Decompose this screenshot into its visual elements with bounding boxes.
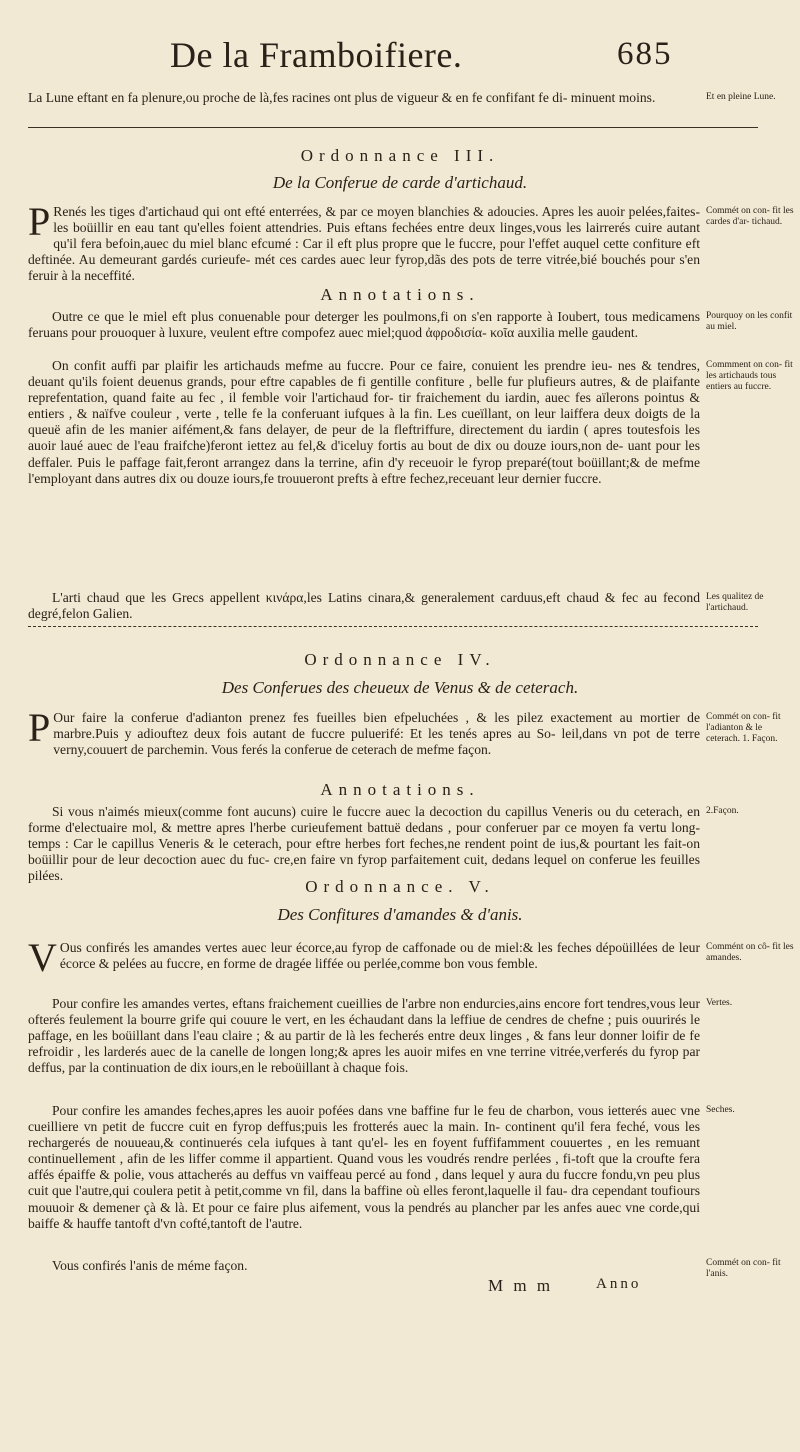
margin-note: Seches.: [706, 1105, 735, 1115]
margin-note: Les qualitez de l'artichaud.: [706, 592, 764, 613]
ordonnance-subheading: Des Conferues des cheueux de Venus & de ceterach.: [221, 678, 579, 697]
signature-mark: M m m: [488, 1276, 554, 1295]
margin-note: Commment on con- fit les artichauds tous entiers au fuccre.: [706, 360, 793, 392]
ordonnance-paragraph: Pour confire les amandes vertes, eftans fraichement cueillies de l'arbre non endurcies,ains encore fort tendres,vous leur ofterés feulement la bourre grife qui couure le vert, en les échaudant dans la leffiue de cendres de chefne ; puis ouurirés le paffage, en les boüillant dans l'eau claire ; & au partir de là les fecherés entre deux linges , & fans leur donner loifir de fe refroidir , les larderés auec de la canelle de longen long;& apres les auoir mifes en vne terrine vitrée,verferés du fyrop par deffus, par la continuation de dix iours,en le reboüillant à chaque fois.: [28, 996, 700, 1076]
ordonnance-heading: Ordonnance. V.: [305, 877, 495, 896]
page-number: 685: [617, 36, 673, 72]
drop-cap: P: [28, 705, 51, 750]
margin-note: Commént on cô- fit les amandes.: [706, 942, 794, 963]
annotation-paragraph: Outre ce que le miel eft plus conuenable pour deterger les poulmons,fi on s'en rapporte à Ioubert, tous medicamens feruans pour prouoquer à luxure, veulent eftre compofez auec miel;quod ἀφροδισία- κοῖα auxilia melle gaudent.: [28, 309, 700, 341]
ordonnance-body: P Renés les tiges d'artichaud qui ont efté enterrées, & par ce moyen blanchies & adoucies. Apres les auoir pelées,faites-les boüillir en eau tant qu'elles foient attendries. Puis eftans fechées entre deux linges,vous les lairrerés cuire autant qu'il fera befoin,auec du miel blanc efcumé : Car il eft plus propre que le fuccre, pour l'effet auquel cette confiture eft deftinée. Au demeurant gardés curieufe- mét ces cardes auec leur fyrop,dãs des pots de terre vitrée,bié bouchés pour s'en feruir à la neceffité.: [28, 199, 700, 284]
margin-note: Commét on con- fit les cardes d'ar- tichaud.: [706, 206, 794, 227]
ordonnance-body: V Ous confirés les amandes vertes auec leur écorce,au fyrop de caffonade ou de miel:& les feches dépoüillées de leur écorce & pelées au fuccre, en forme de dragée liffée ou perlée,comme bon vous femble.: [28, 935, 700, 980]
margin-note: 2.Façon.: [706, 806, 739, 816]
drop-cap: P: [28, 199, 51, 244]
ordonnance-heading: Ordonnance IV.: [304, 650, 496, 669]
annotation-paragraph: Si vous n'aimés mieux(comme font aucuns) cuire le fuccre auec la decoction du capillus Veneris ou du ceterach, en forme d'electuaire mol, & mettre apres l'herbe curieufement battuë dedans , pour conferuer par ce moyen fa vertu long-temps : Car le capillus Veneris & le ceterach, pour eftre herbes fort feches,ne rendent point de ius,& pourtant les fait-on boüillir pour de leur decoction auec du fuc- cre,en faire vn fyrop parfaitement cuit, dedans lequel on conferue les feuilles pilées.: [28, 804, 700, 884]
ordonnance-subheading: Des Confitures d'amandes & d'anis.: [277, 905, 523, 924]
divider-rule: [28, 127, 758, 128]
running-header: [170, 34, 690, 94]
running-title: De la Framboifiere.: [170, 35, 463, 75]
margin-note: Pourquoy on les confit au miel.: [706, 311, 793, 332]
intro-paragraph: La Lune eftant en fa plenure,ou proche de là,fes racines ont plus de vigueur & en fe confifant fe di- minuent moins.: [28, 90, 656, 105]
annotations-heading: Annotations.: [320, 285, 480, 304]
ordonnance-paragraph: Vous confirés l'anis de méme façon.: [52, 1258, 248, 1273]
ordonnance-body: P Our faire la conferue d'adianton prenez fes fueilles bien efpeluchées , & les pilez exactement au mortier de marbre.Puis y adiouftez deux fois autant de fuccre puluerifé: Et les tenés apres au So- leil,dans vn pot de terre verny,couuert de parchemin. Vous ferés la conferue de ceterach de mefme façon.: [28, 705, 700, 758]
annotation-paragraph: On confit auffi par plaifir les artichauds mefme au fuccre. Pour ce faire, conuient les prendre ieu- nes & tendres, deuant qu'ils foient deuenus grands, pour eftre capables de fi gentille confiture , belle fur plufieurs autres, & de plaifante reprefentation, quand faite au fec , il femble voir l'artichaud for- tir fraichement du iardin, auec fes aïlerons pointus & entiers , & naïfve couleur , verte , telle fe la conferuant iufques à la fin. Les cueïllant, on leur laiffera deux doigts de la queuë afin de les manier aifément,& fans delayer, de peur de la fleftriffure, directement du iardin ( apres toutesfois les auoir laué auec de l'eau fraifche)feront iettez au fel,& d'iceluy fortis au bout de dix ou douze iours,non de- uant pour les deffaler. Puis le paffage fait,feront arrangez dans la terrine, afin d'y receuoir le fyrop preparé(tout boüillant;& de mefme l'employant dans autres dix ou douze iours,fe trouueront prefts à eftre fechez,receuant leur dernier fuccre.: [28, 358, 700, 486]
margin-note: Commét on con- fit l'adianton & le ceterach. 1. Façon.: [706, 712, 781, 744]
margin-note: Vertes.: [706, 998, 733, 1008]
margin-note: Commét on con- fit l'anis.: [706, 1258, 781, 1279]
ordonnance-paragraph: Pour confire les amandes feches,apres les auoir pofées dans vne baffine fur le feu de charbon, vous ietterés auec vne cueilliere vn petit de fuccre cuit en fyrop deffus;puis les frotterés auec la main. In- continent qu'il fera feché, vous les rechargerés de nouueau,& continuerés cela iufques à tant qu'el- les en foyent fuffifamment couuertes , en les remuant continuellement , afin de les liffer comme il appartient. Quand vous les voudrés rendre perlées , fi-toft que la croufte fera affés épaiffe & polie, vous attacherés au deffus vn vaiffeau percé au fond , dans lequel y aura du fuccre fondu,vn peu plus cuit que l'autre,qui coulera petit à petit,comme vn fil, dans la baffine où elles feront,laquelle il fau- dra cependant toufiours mouuoir & demener çà & là. Et pour ce faire plus aifement, vous la pendrés au plancher par les anfes auec vne corde,qui baiffe & hauffe tantoft d'vn cofté,tantoft de l'autre.: [28, 1103, 700, 1231]
annotations-heading: Annotations.: [320, 780, 480, 799]
annotation-paragraph: L'arti chaud que les Grecs appellent κινάρα,les Latins cinara,& generalement carduus,eft chaud & fec au fecond degré,felon Galien.: [28, 590, 700, 622]
ordonnance-subheading: De la Conferue de carde d'artichaud.: [272, 173, 528, 192]
drop-cap: V: [28, 935, 57, 980]
divider-rule: [28, 626, 758, 627]
catchword: Anno: [596, 1276, 642, 1292]
ordonnance-heading: Ordonnance III.: [300, 146, 500, 165]
margin-note: Et en pleine Lune.: [706, 92, 776, 102]
